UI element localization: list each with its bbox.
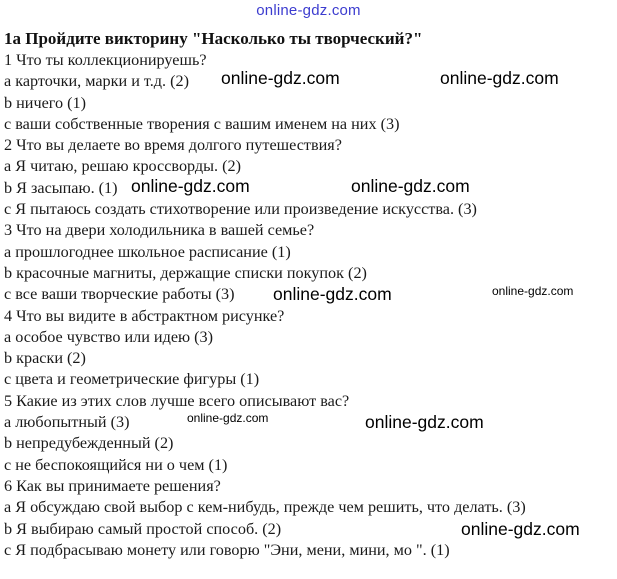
site-watermark-top: online-gdz.com <box>256 2 361 19</box>
option-3a: a прошлогоднее школьное расписание (1) <box>4 242 291 261</box>
question-4: 4 Что вы видите в абстрактном рисунке? <box>4 306 285 325</box>
option-4b: b краски (2) <box>4 349 86 368</box>
option-5b: b непредубежденный (2) <box>4 434 174 453</box>
quiz-body <box>4 50 616 561</box>
option-1a: a карточки, марки и т.д. (2) <box>4 72 190 91</box>
question-1: 1 Что ты коллекционируешь? <box>4 51 207 69</box>
option-6b: b Я выбираю самый простой способ. (2) <box>4 519 282 538</box>
option-4c: c цвета и геометрические фигуры (1) <box>4 370 260 389</box>
option-5c: c не беспокоящийся ни о чем (1) <box>4 455 228 474</box>
option-2c: c Я пытаюсь создать стихотворение или произведение искусства. (3) <box>4 200 477 219</box>
option-2b: b Я засыпаю. (1) <box>4 178 118 197</box>
watermark: online-gdz.com <box>187 411 269 425</box>
watermark: online-gdz.com <box>273 284 392 304</box>
option-4a: a особое чувство или идею (3) <box>4 327 214 346</box>
option-5a: a любопытный (3) <box>4 413 130 432</box>
option-3c: c все ваши творческие работы (3) <box>4 285 235 304</box>
watermark: online-gdz.com <box>351 176 470 196</box>
question-2: 2 Что вы делаете во время долгого путешествия? <box>4 136 342 155</box>
option-2a: a Я читаю, решаю кроссворды. (2) <box>4 157 242 176</box>
quiz-title: 1a Пройдите викторину "Насколько ты творческий?" <box>4 29 423 48</box>
option-6c: c Я подбрасываю монету или говорю "Эни, мени, мини, мо ". (1) <box>4 540 450 559</box>
watermark: online-gdz.com <box>461 519 580 539</box>
question-3: 3 Что на двери холодильника в вашей семье? <box>4 221 315 240</box>
question-6: 6 Как вы принимаете решения? <box>4 476 221 495</box>
watermark: online-gdz.com <box>365 412 484 432</box>
option-3b: b красочные магниты, держащие списки покупок (2) <box>4 263 367 282</box>
option-6a: a Я обсуждаю свой выбор с кем-нибудь, прежде чем решить, что делать. (3) <box>4 498 526 517</box>
option-1b: b ничего (1) <box>4 93 87 112</box>
watermark: online-gdz.com <box>492 284 574 298</box>
option-1c: c ваши собственные творения с вашим именем на них (3) <box>4 114 400 133</box>
question-5: 5 Какие из этих слов лучше всего описывают вас? <box>4 391 350 410</box>
watermark: online-gdz.com <box>440 68 559 88</box>
watermark: online-gdz.com <box>131 176 250 196</box>
watermark: online-gdz.com <box>221 68 340 88</box>
